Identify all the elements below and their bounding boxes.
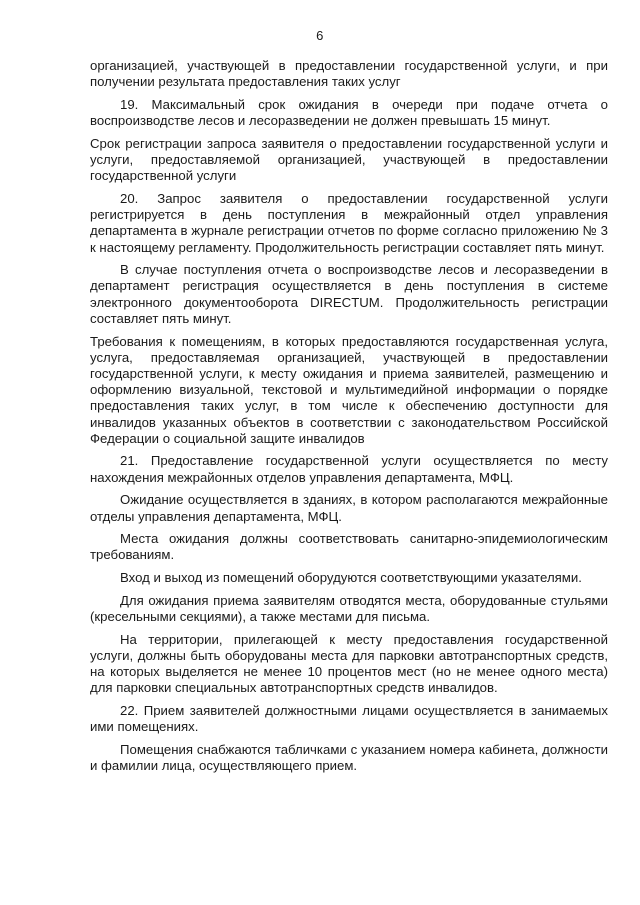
paragraph-21: 21. Предоставление государственной услуги осуществляется по месту нахождения межрайонных отделов управления департамента, МФЦ. [90,453,608,485]
paragraph-seating: Для ожидания приема заявителям отводятся места, оборудованные стульями (кресельными секциями), а также местами для письма. [90,592,608,625]
paragraph-entrance: Вход и выход из помещений оборудуются соответствующими указателями. [120,570,582,586]
paragraph-sanitary: Места ожидания должны соответствовать санитарно-эпидемиологическим требованиям. [90,531,608,563]
section-heading-premises: Требования к помещениям, в которых предоставляются государственная услуга, услуга, предоставляемая организацией, участвующей в предоставлении государственной услуги, к месту ожидания и приема заявителей, размещению и оформлению визуальной, текстовой и мультимедийной информации о порядке предоставления таких услуг, в том числе к обеспечению доступности для инвалидов указанных объектов в соответствии с законодательством Российской Федерации о социальной защите инвалидов [90,333,608,446]
page-number: 6 [316,28,324,43]
paragraph-parking: На территории, прилегающей к месту предоставления государственной услуги, должны быть оборудованы места для парковки автотранспортных средств, на которых выделяется не менее 10 процентов мест (но не менее одного места) для парковки специальных автотранспортных средств инвалидов. [90,631,608,696]
paragraph-heading-continuation: организацией, участвующей в предоставлении государственной услуги, и при получении результата предоставления таких услуг [90,58,608,90]
section-heading-registration: Срок регистрации запроса заявителя о предоставлении государственной услуги и услуги, предоставляемой организацией, участвующей в предоставлении государственной услуги [90,135,608,184]
paragraph-22: 22. Прием заявителей должностными лицами осуществляется в занимаемых ими помещениях. [90,703,608,735]
paragraph-waiting-buildings: Ожидание осуществляется в зданиях, в котором располагаются межрайонные отделы управления департамента, МФЦ. [90,492,608,524]
document-body [90,58,608,781]
paragraph-19: 19. Максимальный срок ожидания в очереди при подаче отчета о воспроизводстве лесов и лесоразведении не должен превышать 15 минут. [90,96,608,129]
paragraph-20: 20. Запрос заявителя о предоставлении государственной услуги регистрируется в день поступления в межрайонный отдел управления департамента в журнале регистрации отчетов по форме согласно приложению № 3 к настоящему регламенту. Продолжительность регистрации составляет пять минут. [90,190,608,255]
paragraph-directum: В случае поступления отчета о воспроизводстве лесов и лесоразведении в департамент регистрация осуществляется в день поступления в системе электронного документооборота DIRECTUM. Продолжительность регистрации составляет пять минут. [90,262,608,326]
paragraph-signage: Помещения снабжаются табличками с указанием номера кабинета, должности и фамилии лица, осуществляющего прием. [90,742,608,774]
